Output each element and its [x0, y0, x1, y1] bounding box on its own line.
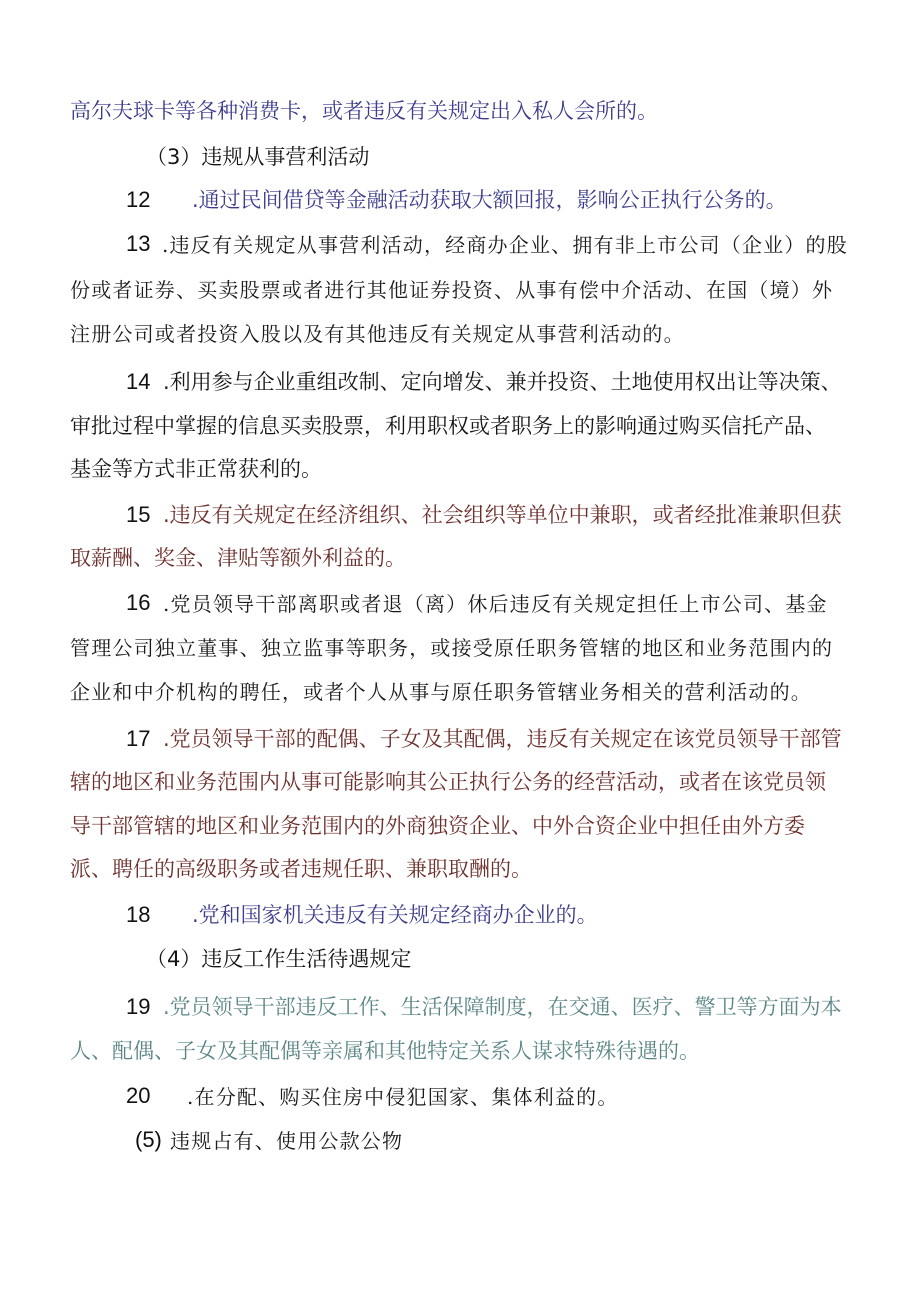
item-16-line-1: .党员领导干部离职或者退（离）休后违反有关规定担任上市公司、基金 — [163, 592, 828, 616]
item-number-17: 17 — [126, 726, 151, 751]
item-number-20: 20 — [126, 1083, 151, 1108]
section-number-5: (5) — [135, 1127, 162, 1152]
item-number-14: 14 — [126, 369, 151, 394]
item-17-line-2: 辖的地区和业务范围内从事可能影响其公正执行公务的经营活动，或者在该党员领 — [70, 770, 826, 794]
item-13-line-3: 注册公司或者投资入股以及有其他违反有关规定从事营利活动的。 — [70, 322, 685, 346]
item-20-text: .在分配、购买住房中侵犯国家、集体利益的。 — [187, 1085, 619, 1109]
item-15-line-1: .违反有关规定在经济组织、社会组织等单位中兼职，或者经批准兼职但获 — [163, 503, 842, 527]
item-13-line-2: 份或者证券、买卖股票或者进行其他证券投资、从事有偿中介活动、在国（境）外 — [70, 278, 834, 302]
item-13-line-1: .违反有关规定从事营利活动，经商办企业、拥有非上市公司（企业）的股 — [162, 233, 848, 257]
section-heading-4: （4）违反工作生活待遇规定 — [146, 947, 412, 971]
item-number-19: 19 — [126, 994, 151, 1019]
item-17-line-3: 导干部管辖的地区和业务范围内的外商独资企业、中外合资企业中担任由外方委 — [70, 814, 805, 838]
item-number-15: 15 — [126, 502, 151, 527]
item-14-line-1: .利用参与企业重组改制、定向增发、兼并投资、土地使用权出让等决策、 — [163, 370, 842, 394]
item-number-18: 18 — [126, 902, 151, 927]
item-17-line-1: .党员领导干部的配偶、子女及其配偶，违反有关规定在该党员领导干部管 — [163, 727, 842, 751]
item-15-line-2: 取薪酬、奖金、津贴等额外利益的。 — [70, 546, 406, 570]
item-number-13: 13 — [126, 231, 151, 256]
item-16-line-3: 企业和中介机构的聘任，或者个人从事与原任职务管辖业务相关的营利活动的。 — [70, 680, 812, 704]
section-heading-3: （3）违规从事营利活动 — [146, 145, 370, 169]
section-heading-5: 违规占有、使用公款公物 — [170, 1129, 404, 1153]
item-12-text: .通过民间借贷等金融活动获取大额回报，影响公正执行公务的。 — [192, 188, 787, 212]
item-number-12: 12 — [126, 187, 151, 212]
item-18-text: .党和国家机关违反有关规定经商办企业的。 — [192, 903, 598, 927]
item-19-line-1: .党员领导干部违反工作、生活保障制度，在交通、医疗、警卫等方面为本 — [163, 995, 842, 1019]
item-19-line-2: 人、配偶、子女及其配偶等亲属和其他特定关系人谋求特殊待遇的。 — [70, 1039, 700, 1063]
item-17-line-4: 派、聘任的高级职务或者违规任职、兼职取酬的。 — [70, 857, 532, 881]
line-consumption-cards: 高尔夫球卡等各种消费卡，或者违反有关规定出入私人会所的。 — [70, 99, 658, 123]
item-14-line-3: 基金等方式非正常获利的。 — [70, 457, 322, 481]
item-16-line-2: 管理公司独立董事、独立监事等职务，或接受原任职务管辖的地区和业务范围内的 — [70, 636, 834, 660]
item-14-line-2: 审批过程中掌握的信息买卖股票，利用职权或者职务上的影响通过购买信托产品、 — [70, 414, 826, 438]
item-number-16: 16 — [126, 590, 151, 615]
